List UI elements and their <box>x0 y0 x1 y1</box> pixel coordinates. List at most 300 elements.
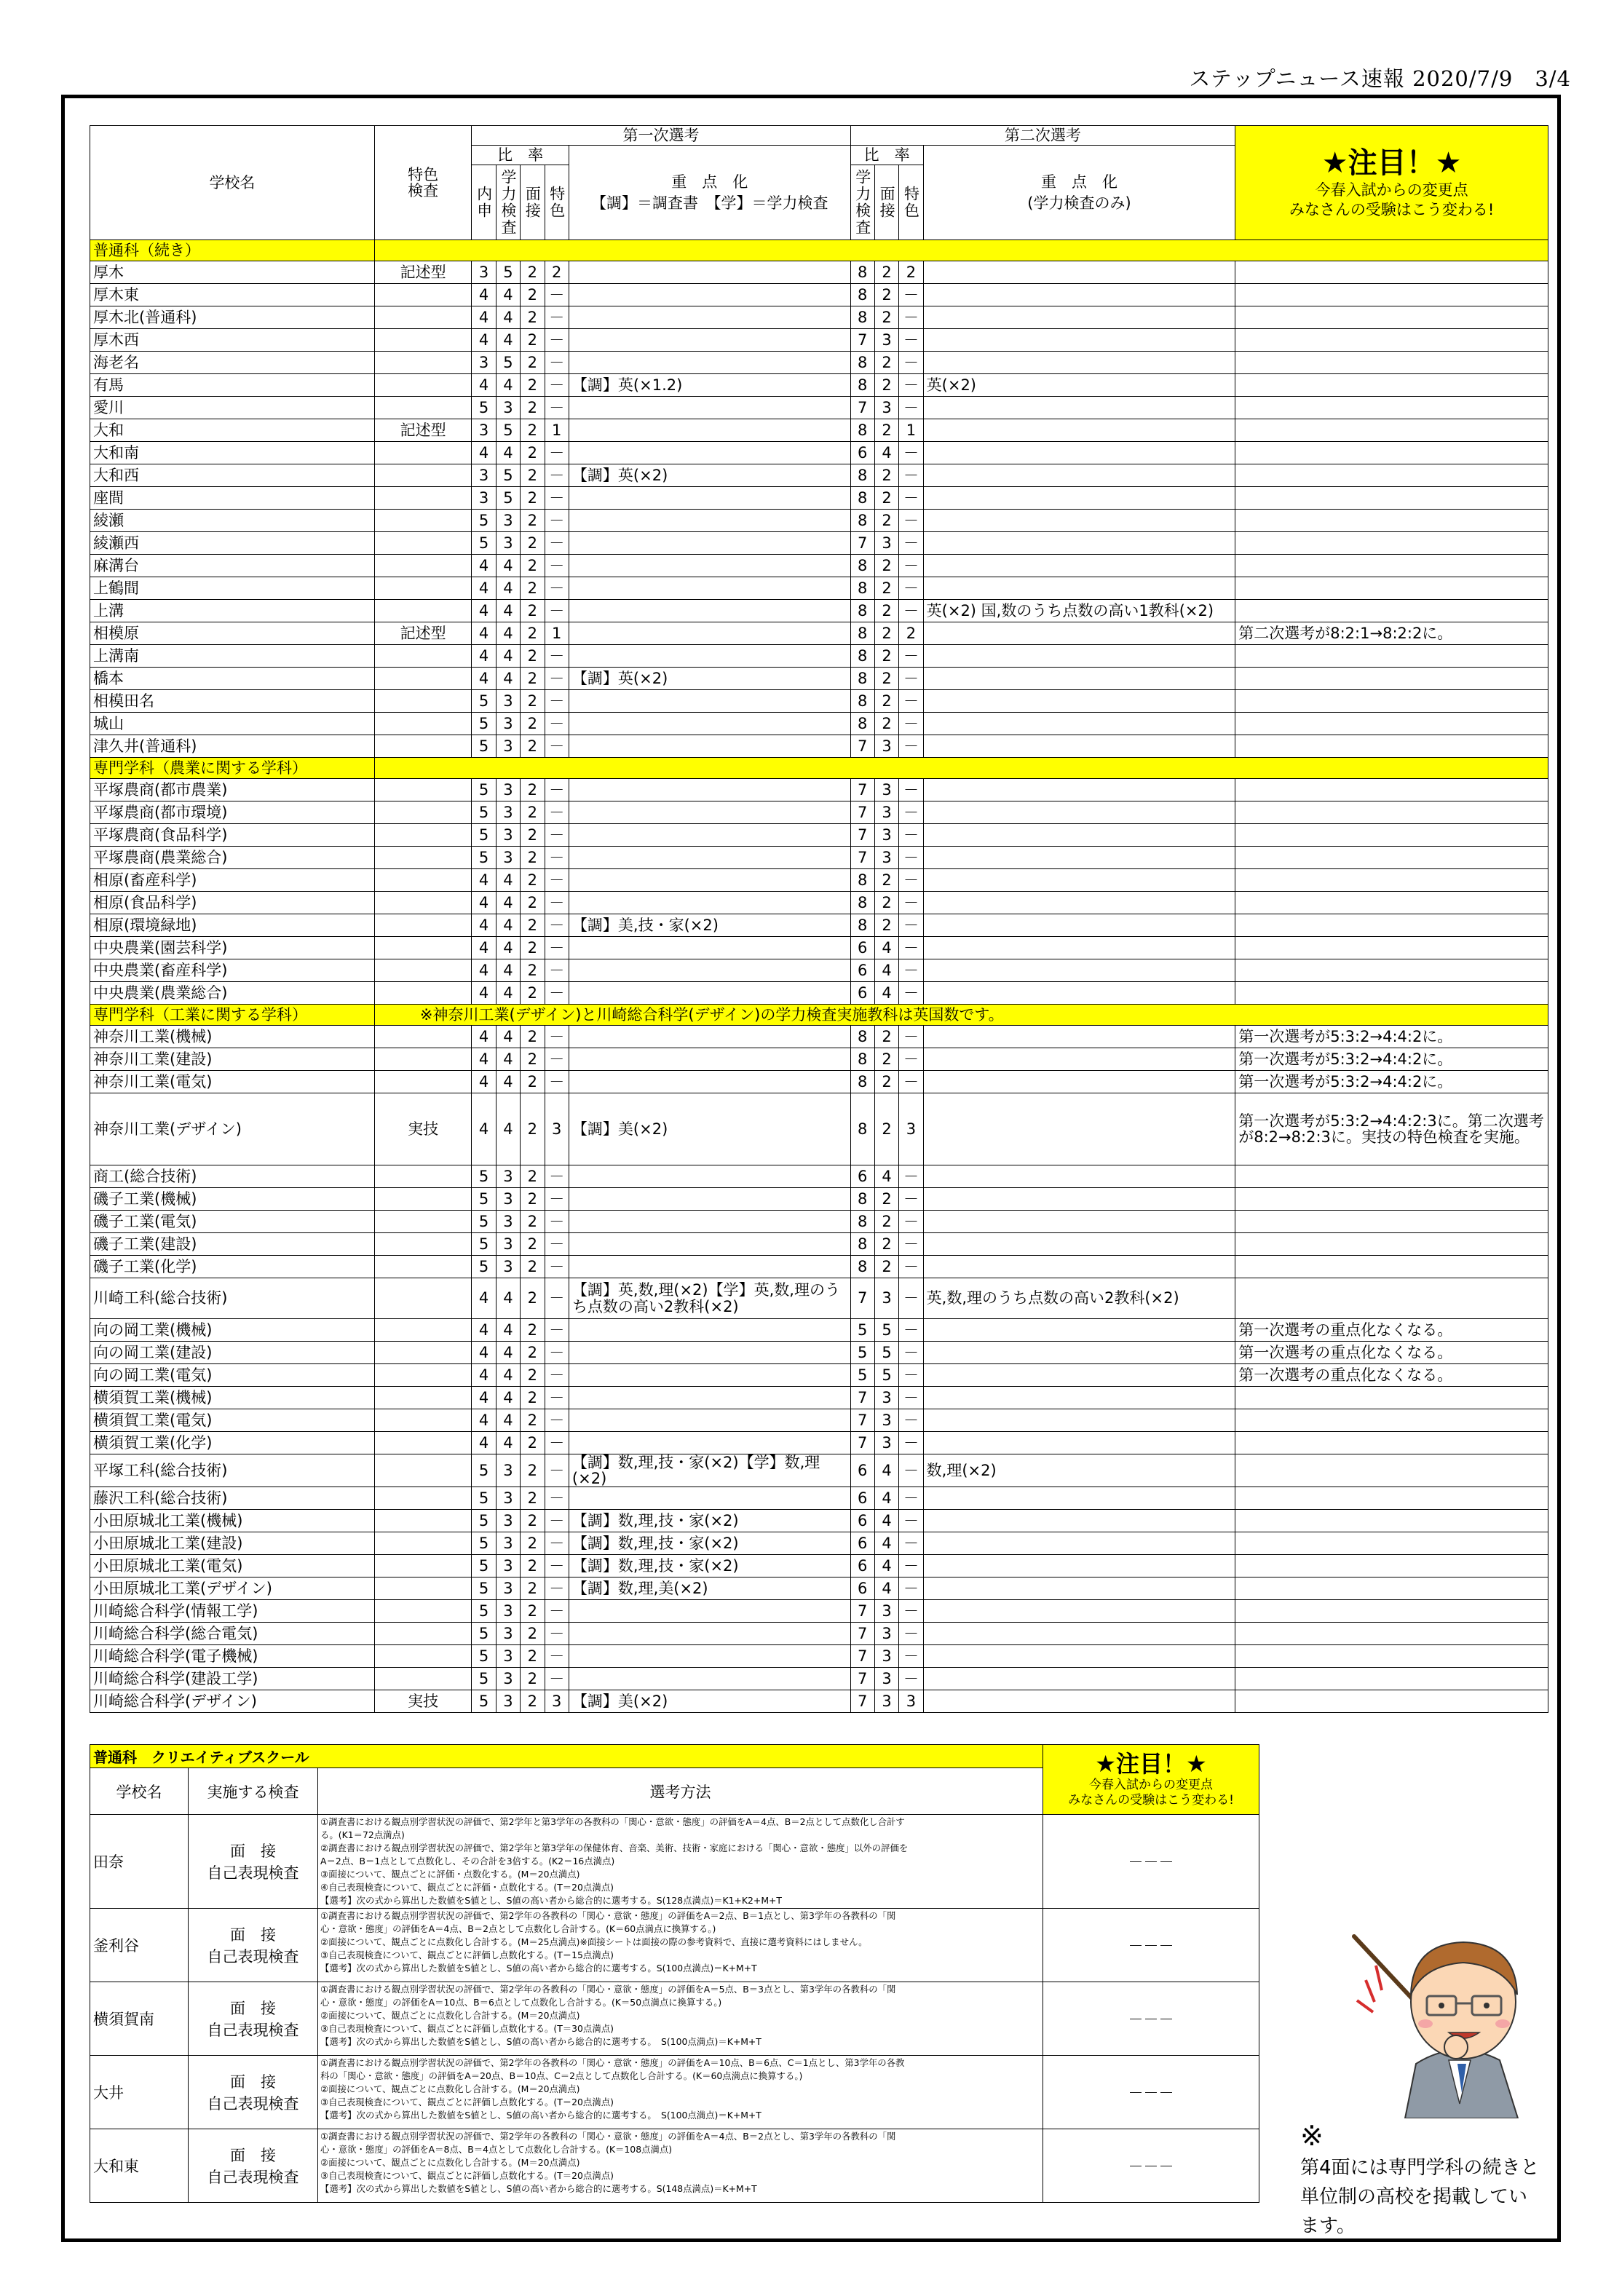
ratio-naishin: 4 <box>472 959 496 982</box>
change-note: －－－ <box>1043 1982 1259 2055</box>
ratio2-gakuryoku: 8 <box>850 1048 874 1071</box>
ratio2-mensetsu: 2 <box>874 1048 898 1071</box>
table-row <box>90 1319 1548 1342</box>
focus-first <box>569 329 850 352</box>
ratio2-tokushoku: － <box>899 1364 923 1387</box>
ratio2-mensetsu: 3 <box>874 1409 898 1432</box>
ratio2-tokushoku: － <box>899 397 923 419</box>
focus-first <box>569 306 850 329</box>
ratio2-mensetsu: 3 <box>874 847 898 869</box>
ratio2-gakuryoku: 8 <box>850 284 874 306</box>
method-line: ④自己表現検査について、観点ごとに評価・点数化する。(T＝20点満点) <box>320 1881 614 1893</box>
ratio-mensetsu: 2 <box>521 824 545 847</box>
ratio-mensetsu: 2 <box>521 577 545 600</box>
change-note <box>1235 713 1548 735</box>
change-note <box>1235 1188 1548 1211</box>
school-name: 麻溝台 <box>90 555 375 577</box>
feature-test <box>374 306 472 329</box>
exam-type-1: 面 接 <box>230 1999 276 2017</box>
feature-test <box>374 1188 472 1211</box>
focus-first <box>569 801 850 824</box>
method-line: ①調査書における観点別学習状況の評価で、第2学年の各教科の「関心・意欲・態度」の評価をA＝10点、B＝6点、C＝1点とし、第3学年の各教 <box>320 2056 905 2068</box>
focus-second <box>923 284 1235 306</box>
ratio2-mensetsu: 2 <box>874 645 898 668</box>
change-note <box>1235 1555 1548 1577</box>
change-note <box>1235 1454 1548 1487</box>
focus-second <box>923 1211 1235 1233</box>
school-name: 川崎総合科学(電子機械) <box>90 1645 375 1668</box>
focus-first <box>569 1211 850 1233</box>
change-note <box>1235 1256 1548 1278</box>
ratio2-mensetsu: 5 <box>874 1342 898 1364</box>
ratio2-gakuryoku: 7 <box>850 779 874 801</box>
section-title: 普通科（続き） <box>90 240 375 261</box>
feature-test <box>374 284 472 306</box>
change-note: 第一次選考が5:3:2→4:4:2:3に。第二次選考が8:2→8:2:3に。実技の特色検査を実施。 <box>1235 1093 1548 1165</box>
ratio2-gakuryoku: 6 <box>850 982 874 1005</box>
table-row <box>90 1233 1548 1256</box>
change-note <box>1235 801 1548 824</box>
change-note <box>1235 1387 1548 1409</box>
section-title: 専門学科（農業に関する学科） <box>90 758 375 779</box>
ratio2-gakuryoku: 8 <box>850 510 874 532</box>
school-name: 磯子工業(建設) <box>90 1233 375 1256</box>
ratio2-gakuryoku: 7 <box>850 329 874 352</box>
change-note <box>1235 464 1548 487</box>
ratio-naishin: 3 <box>472 464 496 487</box>
focus-second: 英,数,理のうち点数の高い2教科(×2) <box>923 1278 1235 1319</box>
focus-first: 【調】数,理,技・家(×2) <box>569 1532 850 1555</box>
table-row <box>90 1532 1548 1555</box>
section-note <box>374 758 1548 779</box>
ratio-naishin: 4 <box>472 645 496 668</box>
focus-first <box>569 1256 850 1278</box>
change-note <box>1235 1409 1548 1432</box>
section-header <box>90 1005 1548 1026</box>
focus-second <box>923 668 1235 690</box>
notice-line1: 今春入試からの変更点 <box>1315 181 1468 199</box>
focus-first <box>569 1645 850 1668</box>
feature-test <box>374 1071 472 1093</box>
ratio2-gakuryoku: 6 <box>850 442 874 464</box>
feature-test <box>374 1048 472 1071</box>
ratio2-tokushoku: － <box>899 713 923 735</box>
focus-first <box>569 532 850 555</box>
ratio2-mensetsu: 3 <box>874 1432 898 1454</box>
ratio-tokushoku: － <box>545 487 569 510</box>
ratio-naishin: 4 <box>472 668 496 690</box>
section-note <box>374 240 1548 261</box>
ratio2-mensetsu: 4 <box>874 1555 898 1577</box>
focus-first <box>569 1165 850 1188</box>
ratio2-mensetsu: 4 <box>874 1165 898 1188</box>
ratio-gakuryoku: 3 <box>496 1165 520 1188</box>
ratio-mensetsu: 2 <box>521 1256 545 1278</box>
focus-second <box>923 1188 1235 1211</box>
focus-first <box>569 510 850 532</box>
change-note <box>1235 577 1548 600</box>
notice-line2: みなさんの受験はこう変わる! <box>1289 201 1495 218</box>
ratio-naishin: 4 <box>472 622 496 645</box>
focus-second <box>923 1577 1235 1600</box>
ratio2-gakuryoku: 8 <box>850 352 874 374</box>
change-note <box>1235 1623 1548 1645</box>
teacher-illustration <box>1347 1915 1543 2118</box>
ratio2-gakuryoku: 6 <box>850 1165 874 1188</box>
school-name: 愛川 <box>90 397 375 419</box>
ratio2-gakuryoku: 8 <box>850 419 874 442</box>
ratio-gakuryoku: 3 <box>496 1668 520 1690</box>
feature-test <box>374 801 472 824</box>
school-name: 横須賀工業(電気) <box>90 1409 375 1432</box>
ratio-gakuryoku: 4 <box>496 1342 520 1364</box>
ratio2-tokushoku: － <box>899 779 923 801</box>
t2-method-head: 選考方法 <box>318 1768 1043 1815</box>
ratio-mensetsu: 2 <box>521 442 545 464</box>
ratio2-mensetsu: 3 <box>874 532 898 555</box>
focus1-head: 重 点 化 【調】＝調査書 【学】＝学力検査 <box>569 146 850 240</box>
ratio-mensetsu: 2 <box>521 1668 545 1690</box>
ratio2-mensetsu: 3 <box>874 1645 898 1668</box>
ratio2-tokushoku: － <box>899 1165 923 1188</box>
ratio-naishin: 5 <box>472 1256 496 1278</box>
ratio-gakuryoku: 3 <box>496 824 520 847</box>
feature-test <box>374 735 472 758</box>
selection-method <box>318 2055 1043 2129</box>
ratio2-tokushoku: － <box>899 1387 923 1409</box>
table-row <box>90 419 1548 442</box>
feature-test <box>374 1668 472 1690</box>
ratio-tokushoku: － <box>545 1364 569 1387</box>
focus-second <box>923 735 1235 758</box>
focus-first <box>569 600 850 622</box>
focus-second <box>923 1256 1235 1278</box>
feature-test <box>374 690 472 713</box>
focus-second <box>923 555 1235 577</box>
ratio2-tokushoku: － <box>899 645 923 668</box>
ratio-gakuryoku: 4 <box>496 1409 520 1432</box>
feature-test <box>374 442 472 464</box>
footnote <box>1300 2120 1540 2241</box>
ratio2-tokushoku: － <box>899 959 923 982</box>
section-note: ※神奈川工業(デザイン)と川崎総合科学(デザイン)の学力検査実施教科は英国数です。 <box>374 1005 1548 1026</box>
ratio-mensetsu: 2 <box>521 645 545 668</box>
change-note <box>1235 352 1548 374</box>
method-line: 【選考】次の式から算出した数値をS値とし、S値の高い者から総合的に選考する。S(128点満点)＝K1+K2+M+T <box>320 1894 782 1906</box>
ratio-naishin: 4 <box>472 1387 496 1409</box>
ratio-naishin: 4 <box>472 869 496 892</box>
school-name: 横須賀南 <box>90 1982 189 2055</box>
focus-first <box>569 1409 850 1432</box>
method-line: 科の「関心・意欲・態度」の評価をA＝20点、B＝10点、C＝2点として点数化し合計する。(K＝60点満点に換算する。) <box>320 2070 803 2081</box>
ratio2-tokushoku: － <box>899 374 923 397</box>
ratio-tokushoku: － <box>545 1409 569 1432</box>
change-note: －－－ <box>1043 2129 1259 2202</box>
feature-test <box>374 1211 472 1233</box>
ratio2-mensetsu: 2 <box>874 713 898 735</box>
ratio-tokushoku: － <box>545 352 569 374</box>
school-name: 綾瀬西 <box>90 532 375 555</box>
focus-first <box>569 1668 850 1690</box>
ratio-mensetsu: 2 <box>521 352 545 374</box>
ratio2-gakuryoku: 7 <box>850 1387 874 1409</box>
feature-test <box>374 329 472 352</box>
ratio-tokushoku: － <box>545 1233 569 1256</box>
method-line: ①調査書における観点別学習状況の評価で、第2学年の各教科の「関心・意欲・態度」の評価をA＝4点、B＝2点とし、第3学年の各教科の「関 <box>320 2130 896 2142</box>
ratio2-tokushoku: － <box>899 1668 923 1690</box>
ratio-gakuryoku: 3 <box>496 510 520 532</box>
school-name: 綾瀬 <box>90 510 375 532</box>
ratio2-mensetsu: 4 <box>874 1532 898 1555</box>
focus-second <box>923 1645 1235 1668</box>
ratio2-tokushoku: － <box>899 937 923 959</box>
focus-first <box>569 284 850 306</box>
school-name: 平塚工科(総合技術) <box>90 1454 375 1487</box>
change-note <box>1235 982 1548 1005</box>
ratio2-gakuryoku: 7 <box>850 532 874 555</box>
focus-first <box>569 419 850 442</box>
ratio-mensetsu: 2 <box>521 622 545 645</box>
ratio2-mensetsu: 5 <box>874 1319 898 1342</box>
method-line: ②面接について、観点ごとに点数化し合計する。(M＝20点満点) <box>320 2156 580 2168</box>
ratio-tokushoku: － <box>545 1165 569 1188</box>
ratio-gakuryoku: 3 <box>496 1532 520 1555</box>
ratio2-mensetsu: 4 <box>874 1487 898 1510</box>
feature-test <box>374 1342 472 1364</box>
exam-types <box>189 1908 318 1982</box>
ratio2-tokushoku: － <box>899 1256 923 1278</box>
ratio2-gakuryoku: 8 <box>850 600 874 622</box>
school-name: 大和南 <box>90 442 375 464</box>
ratio2-tokushoku: － <box>899 555 923 577</box>
focus-second <box>923 914 1235 937</box>
ratio-naishin: 4 <box>472 1048 496 1071</box>
tokushoku-head: 特色 <box>545 165 569 240</box>
ratio2-gakuryoku: 8 <box>850 1071 874 1093</box>
table-row <box>90 892 1548 914</box>
ratio-naishin: 5 <box>472 1188 496 1211</box>
exam-types <box>189 2055 318 2129</box>
table-row <box>90 1690 1548 1713</box>
focus-first <box>569 937 850 959</box>
ratio2-gakuryoku: 8 <box>850 1026 874 1048</box>
focus-second <box>923 869 1235 892</box>
focus-first: 【調】英(×2) <box>569 668 850 690</box>
ratio2-mensetsu: 2 <box>874 914 898 937</box>
school-name: 平塚農商(農業総合) <box>90 847 375 869</box>
method-line: ③自己表現検査について、観点ごとに評価し点数化する。(T＝20点満点) <box>320 2096 614 2107</box>
ratio2-gakuryoku: 8 <box>850 1211 874 1233</box>
selection-method <box>318 2129 1043 2202</box>
ratio-naishin: 4 <box>472 1319 496 1342</box>
feature-test: 記述型 <box>374 419 472 442</box>
school-name: 磯子工業(化学) <box>90 1256 375 1278</box>
change-note <box>1235 645 1548 668</box>
ratio-naishin: 5 <box>472 824 496 847</box>
school-name: 相原(環境緑地) <box>90 914 375 937</box>
ratio-gakuryoku: 4 <box>496 1432 520 1454</box>
exam-type-1: 面 接 <box>230 2146 276 2164</box>
feature-test <box>374 869 472 892</box>
ratio2-gakuryoku: 7 <box>850 1690 874 1713</box>
ratio2-mensetsu: 2 <box>874 1071 898 1093</box>
method-line: ③面接について、観点ごとに評価・点数化する。(M＝20点満点) <box>320 1868 580 1880</box>
change-note <box>1235 329 1548 352</box>
ratio2-mensetsu: 2 <box>874 419 898 442</box>
ratio-mensetsu: 2 <box>521 510 545 532</box>
method-line: ③自己表現検査について、観点ごとに評価し点数化する。(T＝20点満点) <box>320 2169 614 2181</box>
ratio-mensetsu: 2 <box>521 464 545 487</box>
feature-test <box>374 645 472 668</box>
ratio2-mensetsu: 4 <box>874 1577 898 1600</box>
focus-first <box>569 959 850 982</box>
method-line: る。(K1＝72点満点) <box>320 1829 405 1840</box>
focus-second <box>923 1623 1235 1645</box>
focus-second: 英(×2) <box>923 374 1235 397</box>
exam-type-1: 面 接 <box>230 1925 276 1944</box>
ratio-tokushoku: － <box>545 374 569 397</box>
focus-second: 数,理(×2) <box>923 1454 1235 1487</box>
school-name: 小田原城北工業(電気) <box>90 1555 375 1577</box>
ratio-tokushoku: 2 <box>545 261 569 284</box>
feature-test <box>374 397 472 419</box>
ratio-naishin: 5 <box>472 713 496 735</box>
exam-type-2: 自己表現検査 <box>207 1864 299 1882</box>
school-name: 平塚農商(都市環境) <box>90 801 375 824</box>
exam-types <box>189 1982 318 2055</box>
ratio2-tokushoku: － <box>899 914 923 937</box>
ratio2-gakuryoku: 8 <box>850 713 874 735</box>
ratio-naishin: 4 <box>472 892 496 914</box>
ratio2-mensetsu: 2 <box>874 1211 898 1233</box>
ratio2-tokushoku: － <box>899 824 923 847</box>
ratio-mensetsu: 2 <box>521 1342 545 1364</box>
table-row <box>90 1815 1259 1909</box>
ratio-naishin: 5 <box>472 1645 496 1668</box>
selection-table <box>90 125 1548 1713</box>
ratio2-mensetsu: 2 <box>874 1233 898 1256</box>
feature-test <box>374 1645 472 1668</box>
ratio2-mensetsu: 2 <box>874 555 898 577</box>
school-name: 厚木西 <box>90 329 375 352</box>
ratio-gakuryoku: 4 <box>496 937 520 959</box>
table-row <box>90 464 1548 487</box>
focus-first <box>569 397 850 419</box>
ratio-gakuryoku: 4 <box>496 959 520 982</box>
change-note <box>1235 1690 1548 1713</box>
ratio2-tokushoku: 2 <box>899 261 923 284</box>
table-row <box>90 555 1548 577</box>
focus-second <box>923 779 1235 801</box>
ratio-mensetsu: 2 <box>521 1600 545 1623</box>
focus-second <box>923 487 1235 510</box>
focus-second <box>923 329 1235 352</box>
ratio2-gakuryoku: 8 <box>850 555 874 577</box>
feature-test <box>374 1256 472 1278</box>
school-name: 磯子工業(電気) <box>90 1211 375 1233</box>
ratio2-gakuryoku: 5 <box>850 1364 874 1387</box>
exam-type-2: 自己表現検査 <box>207 1947 299 1966</box>
ratio2-tokushoku: － <box>899 1048 923 1071</box>
school-name: 小田原城北工業(機械) <box>90 1510 375 1532</box>
table-row <box>90 914 1548 937</box>
table-row <box>90 487 1548 510</box>
ratio2-gakuryoku: 8 <box>850 1256 874 1278</box>
ratio2-mensetsu: 3 <box>874 824 898 847</box>
feature-test: 記述型 <box>374 261 472 284</box>
ratio2-mensetsu: 3 <box>874 1387 898 1409</box>
ratio-mensetsu: 2 <box>521 1278 545 1319</box>
table-row <box>90 1600 1548 1623</box>
ratio2-tokushoku: － <box>899 306 923 329</box>
feature-test <box>374 914 472 937</box>
ratio-tokushoku: － <box>545 1048 569 1071</box>
focus-second <box>923 959 1235 982</box>
ratio2-tokushoku: － <box>899 1211 923 1233</box>
table-row <box>90 306 1548 329</box>
ratio-naishin: 4 <box>472 442 496 464</box>
table-row <box>90 735 1548 758</box>
school-name: 相模原 <box>90 622 375 645</box>
ratio2-tokushoku: － <box>899 487 923 510</box>
ratio2-mensetsu: 2 <box>874 869 898 892</box>
table-row <box>90 1623 1548 1645</box>
table-row <box>90 622 1548 645</box>
feature-test <box>374 600 472 622</box>
focus-second <box>923 532 1235 555</box>
ratio2-mensetsu: 2 <box>874 464 898 487</box>
ratio2-mensetsu: 3 <box>874 397 898 419</box>
ratio2-mensetsu: 3 <box>874 779 898 801</box>
focus-second <box>923 645 1235 668</box>
table-row <box>90 1342 1548 1364</box>
ratio-gakuryoku: 3 <box>496 1256 520 1278</box>
ratio2-gakuryoku: 6 <box>850 1487 874 1510</box>
ratio-naishin: 5 <box>472 847 496 869</box>
focus-second <box>923 1093 1235 1165</box>
ratio2-gakuryoku: 5 <box>850 1342 874 1364</box>
ratio-mensetsu: 2 <box>521 847 545 869</box>
section-header <box>90 240 1548 261</box>
ratio-mensetsu: 2 <box>521 1387 545 1409</box>
ratio2-mensetsu: 3 <box>874 1600 898 1623</box>
ratio-head: 比 率 <box>472 146 569 165</box>
ratio-gakuryoku: 4 <box>496 1048 520 1071</box>
ratio-mensetsu: 2 <box>521 1188 545 1211</box>
feature-test <box>374 577 472 600</box>
mensetsu2-head: 面接 <box>874 165 898 240</box>
ratio-mensetsu: 2 <box>521 1409 545 1432</box>
ratio2-tokushoku: － <box>899 1319 923 1342</box>
ratio2-tokushoku: － <box>899 1071 923 1093</box>
ratio-gakuryoku: 3 <box>496 1211 520 1233</box>
change-note <box>1235 442 1548 464</box>
ratio-naishin: 5 <box>472 1165 496 1188</box>
ratio-gakuryoku: 5 <box>496 352 520 374</box>
feature-test <box>374 352 472 374</box>
change-note: －－－ <box>1043 1908 1259 1982</box>
ratio2-gakuryoku: 7 <box>850 801 874 824</box>
table-row <box>90 690 1548 713</box>
ratio-naishin: 3 <box>472 261 496 284</box>
change-note <box>1235 937 1548 959</box>
ratio-tokushoku: － <box>545 577 569 600</box>
ratio2-tokushoku: － <box>899 1600 923 1623</box>
ratio-naishin: 5 <box>472 1555 496 1577</box>
ratio-tokushoku: － <box>545 869 569 892</box>
ratio-mensetsu: 2 <box>521 668 545 690</box>
ratio-naishin: 5 <box>472 735 496 758</box>
